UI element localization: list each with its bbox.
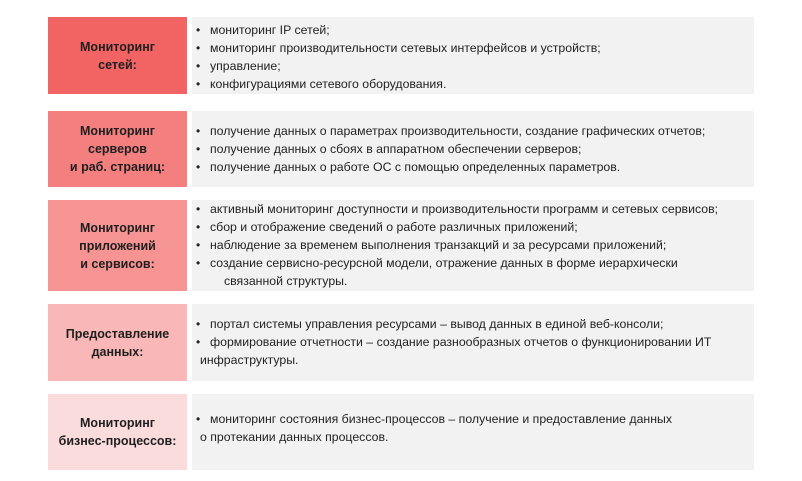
section-content [192,394,754,470]
section-label-text: Мониторинг серверов и раб. страниц: [69,124,166,174]
section-business-process-monitoring [48,394,754,470]
bullet-list [192,410,754,428]
list-item: • формирование отчетности – создание разнообразных отчетов о функционировании ИТ [192,333,754,351]
section-content [192,17,754,94]
list-item: • управление; [192,57,754,75]
section-label-text: Предоставление данных: [65,326,170,359]
list-item-continuation: о протекании данных процессов. [200,430,389,444]
list-item: • сбор и отображение сведений о работе различных приложений; [192,218,754,236]
list-item-continuation: инфраструктуры. [200,353,299,367]
bullet-list [192,315,754,351]
bullet-list [192,21,754,93]
section-content [192,111,754,187]
section-label [48,17,187,94]
section-data-provision [48,304,754,381]
list-item: • мониторинг IP сетей; [192,21,754,39]
list-item: • наблюдение за временем выполнения транзакций и за ресурсами приложений; [192,236,754,254]
list-item: • получение данных о работе ОС с помощью определенных параметров. [192,158,754,176]
section-network-monitoring [48,17,754,94]
list-item: • получение данных о параметрах производительности, создание графических отчетов; [192,122,754,140]
section-label-text: Мониторинг сетей: [80,39,155,72]
list-item: • портал системы управления ресурсами – вывод данных в единой веб-консоли; [192,315,754,333]
list-item: • мониторинг состояния бизнес-процессов – получение и предоставление данных [192,410,754,428]
list-item: • активный мониторинг доступности и производительности программ и сетевых сервисов; [192,200,754,218]
section-content [192,200,754,291]
list-item: • создание сервисно-ресурсной модели, отражение данных в форме иерархически [192,254,754,272]
bullet-list [192,122,754,176]
section-label-text: Мониторинг бизнес-процессов: [58,416,177,448]
section-label-text: Мониторинг приложений и сервисов: [79,220,156,271]
section-application-monitoring [48,200,754,291]
list-item: • мониторинг производительности сетевых интерфейсов и устройств; [192,39,754,57]
section-label [48,304,187,381]
list-item: • конфигурациями сетевого оборудования. [192,75,754,93]
bullet-list [192,200,754,272]
section-content [192,304,754,381]
section-label [48,394,187,470]
section-label [48,111,187,187]
section-label [48,200,187,291]
list-item: • получение данных о сбоях в аппаратном обеспечении серверов; [192,140,754,158]
list-item-continuation: связанной структуры. [224,274,348,288]
section-server-monitoring [48,111,754,187]
